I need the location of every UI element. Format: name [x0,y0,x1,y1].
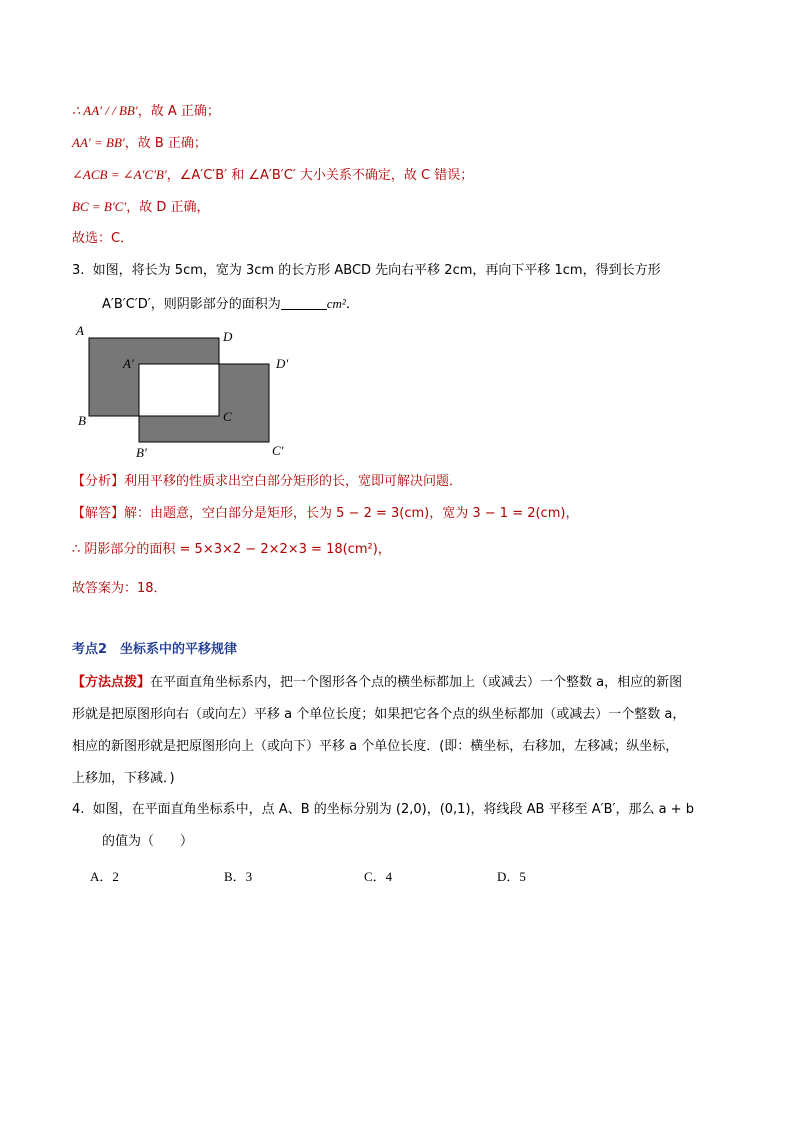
solution-tag: 【解答】 [72,506,125,521]
option-a[interactable]: A．2 [90,869,119,884]
tip-line-4: 上移加，下移减．) [72,771,175,786]
label-D: D [223,329,233,344]
blank-overlap [139,364,219,416]
answer-blank [281,297,327,310]
solution-line: 【解答】解：由题意，空白部分是矩形，长为 5 − 2 = 3(cm)，宽为 3 − 1 = 2(cm)， [72,506,579,521]
q4-line-2: 的值为（ ） [102,834,194,849]
q3-line-1: 3. 如图，将长为 5cm，宽为 3cm 的长方形 ABCD 先向右平移 2cm，再向下平移 1cm，得到长方形 [72,263,661,278]
section-title: 考点2 坐标系中的平移规律 [72,642,238,657]
solution-line-2: AA′ = BB′，故 B 正确； [72,135,207,151]
area-line: ∴ 阴影部分的面积 = 5×3×2 − 2×2×3 = 18(cm²)， [72,542,391,557]
label-B-prime: B′ [136,445,147,460]
q4-number: 4. [72,802,85,817]
solution-line-1: ∴ AA′ / / BB′，故 A 正确； [72,103,220,119]
solution-line-3: ∠ACB = ∠A′C′B′，∠A′C′B′ 和 ∠A′B′C′ 大小关系不确定，故 C 错误； [72,167,474,183]
q3-number: 3. [72,263,85,278]
tip-line-1: 【方法点拨】在平面直角坐标系内，把一个图形各个点的横坐标都加上（或减去）一个整数 a，相应的新图 [72,675,683,690]
q4-line-1: 4. 如图，在平面直角坐标系中，点 A、B 的坐标分别为 (2,0)，(0,1)，将线段 AB 平移至 A′B′，那么 a + b [72,802,694,817]
analysis-line: 【分析】利用平移的性质求出空白部分矩形的长，宽即可解决问题． [72,474,463,489]
solution-line-4: BC = B′C′，故 D 正确， [72,199,210,215]
option-d[interactable]: D．5 [497,869,526,884]
label-A-prime: A′ [123,356,134,371]
q3-line-2: A′B′C′D′，则阴影部分的面积为 cm²． [102,296,359,312]
label-D-prime: D′ [276,356,289,371]
label-C-prime: C′ [272,443,284,458]
option-c[interactable]: C．4 [364,869,393,884]
label-C: C [223,409,232,424]
tip-line-3: 相应的新图形就是把原图形向上（或向下）平移 a 个单位长度．(即：横坐标，右移加，左移减；纵坐标， [72,739,679,754]
analysis-tag: 【分析】 [72,474,125,489]
tip-tag: 【方法点拨】 [72,675,151,690]
label-A: A [76,323,84,338]
option-b[interactable]: B．3 [224,869,253,884]
previous-answer: 故选：C． [72,231,134,246]
tip-line-2: 形就是把原图形向右（或向左）平移 a 个单位长度；如果把它各个点的纵坐标都加（或减去）一个整数 a， [72,707,686,722]
translation-figure [72,322,302,464]
label-B: B [78,413,86,428]
final-answer: 故答案为：18． [72,581,167,596]
